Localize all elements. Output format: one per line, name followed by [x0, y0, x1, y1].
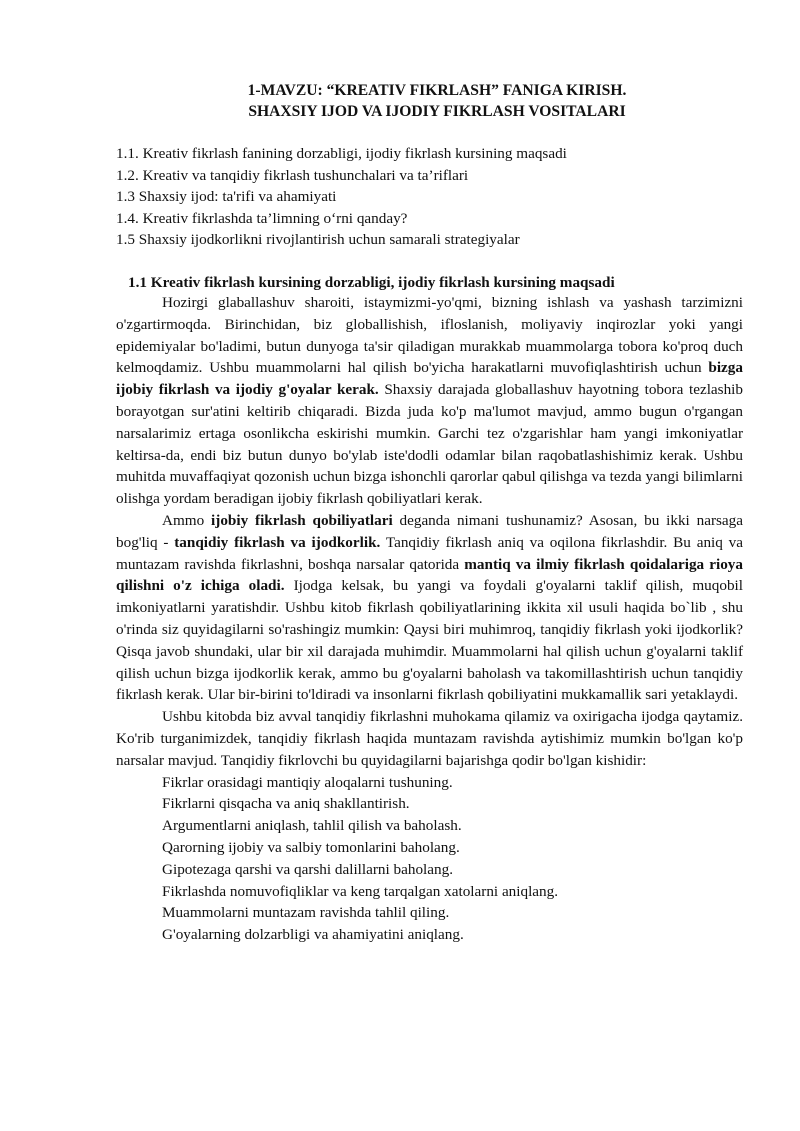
page-title — [115, 80, 743, 122]
list-item: Gipotezaga qarshi va qarshi dalillarni baholang. — [162, 860, 453, 878]
skills-list — [116, 772, 743, 946]
toc-item: 1.3 Shaxsiy ijod: ta'rifi va ahamiyati — [116, 188, 337, 206]
emphasis: tanqidiy fikrlash va ijodkorlik. — [174, 533, 381, 551]
toc-item: 1.4. Kreativ fikrlashda ta’limning o‘rni qanday? — [116, 209, 408, 227]
paragraph-2: Ammo ijobiy fikrlash qobiliyatlari deganda nimani tushunamiz? Asosan, bu ikki narsaga bog'liq - tanqidiy fikrlash va ijodkorlik. Tanqidiy fikrlash aniq va oqilona fikrlashdir. Bu aniq va muntazam ravishda fikrlashni, boshqa narsalar qatorida mantiq va ilmiy fikrlash qoidalariga rioya qilishni o'z ichiga oladi. Ijodga kelsak, bu yangi va foydali g'oyalarni taklif qilish, muqobil imkoniyatlarni yaratishdir. Ushbu kitob fikrlash qobiliyatlarining ikkita xil usuli haqida bo`lib , shu o'rinda siz quyidagilarni so'rashingiz mumkin: Qaysi biri muhimroq, tanqidiy fikrlash yoki ijodkorlik? Qisqa javob shundaki, ular bir xil darajada muhimdir. Muammolarni hal qilish uchun g'oyalarni taklif qilish uchun bizga ijodkorlik kerak, ammo bu g'oyalarni baholash va takomillashtirish uchun tanqidiy fikrlash kerak. Ular bir-birini to'ldiradi va insonlarni fikrlash qobiliyatini mukkamallik sari yetaklaydi. — [116, 511, 744, 704]
emphasis: bizga ijobiy fikrlash va ijodiy g'oyalar kerak. — [116, 359, 743, 399]
toc-item: 1.5 Shaxsiy ijodkorlikni rivojlantirish uchun samarali strategiyalar — [116, 231, 520, 249]
title-line-1: 1-MAVZU: “KREATIV FIKRLASH” FANIGA KIRISH. — [247, 82, 627, 99]
list-item: Qarorning ijobiy va salbiy tomonlarini baholang. — [162, 838, 460, 856]
list-item: G'oyalarning dolzarbligi va ahamiyatini aniqlang. — [162, 926, 464, 944]
list-item: Muammolarni muntazam ravishda tahlil qiling. — [162, 904, 450, 922]
emphasis: ijobiy fikrlash qobiliyatlari — [211, 511, 393, 529]
list-item: Fikrlarni qisqacha va aniq shakllantirish. — [162, 795, 410, 813]
list-item: Argumentlarni aniqlash, tahlil qilish va baholash. — [162, 817, 462, 835]
table-of-contents — [116, 143, 756, 251]
list-item: Fikrlar orasidagi mantiqiy aloqalarni tushuning. — [162, 773, 453, 791]
emphasis: mantiq va ilmiy fikrlash qoidalariga rioya qilishni o'z ichiga oladi. — [116, 555, 743, 595]
toc-item: 1.1. Kreativ fikrlash fanining dorzabligi, ijodiy fikrlash kursining maqsadi — [116, 145, 567, 162]
body-text — [116, 292, 743, 946]
section-heading: 1.1 Kreativ fikrlash kursining dorzabligi, ijodiy fikrlash kursining maqsadi — [128, 274, 615, 291]
list-item: Fikrlashda nomuvofiqliklar va keng tarqalgan xatolarni aniqlang. — [162, 882, 559, 900]
paragraph-1: Hozirgi glaballashuv sharoiti, istaymizmi-yo'qmi, bizning ishlash va yashash tarzimizni o'zgartirmoqda. Birinchidan, biz globallishish, ifloslanish, moliyaviy inqirozlar yoki yangi epidemiyalar bo'ladimi, butun dunyoga ta'sir qiladigan murakkab muammolarga tobora ko'proq duch kelmoqdamiz. Ushbu muammolarni hal qilish bo'yicha harakatlarni muvofiqlashtirish uchun bizga ijobiy fikrlash va ijodiy g'oyalar kerak. Shaxsiy darajada globallashuv hayotning tobora tezlashib borayotgan sur'atini keltirib chiqaradi. Bizda juda ko'p ma'lumot mavjud, ammo bugun o'rgangan narsalarimiz ertaga osonlikcha eskirishi mumkin. Garchi tez o'zgarishlar ham yangi imkoniyatlar keltirsa-da, endi biz butun dunyo bo'ylab iste'dodli odamlar bilan raqobatlashishimiz kerak. Ushbu muhitda muvaffaqiyat qozonish uchun bizga ishonchli qarorlar qabul qilishga va tezda yangi bilimlarni olishga yordam beradigan ijobiy fikrlash qobiliyatlari kerak. — [116, 294, 743, 508]
paragraph-3: Ushbu kitobda biz avval tanqidiy fikrlashni muhokama qilamiz va oxirigacha ijodga qaytamiz. Ko'rib turganimizdek, tanqidiy fikrlash haqida muntazam ravishda aytishimiz mumkin bo'lgan ko'p narsalar mavjud. Tanqidiy fikrlovchi bu quyidagilarni bajarishga qodir bo'lgan kishidir: — [116, 708, 743, 769]
toc-item: 1.2. Kreativ va tanqidiy fikrlash tushunchalari va ta’riflari — [116, 166, 469, 184]
title-line-2: SHAXSIY IJOD VA IJODIY FIKRLASH VOSITALARI — [248, 103, 626, 120]
